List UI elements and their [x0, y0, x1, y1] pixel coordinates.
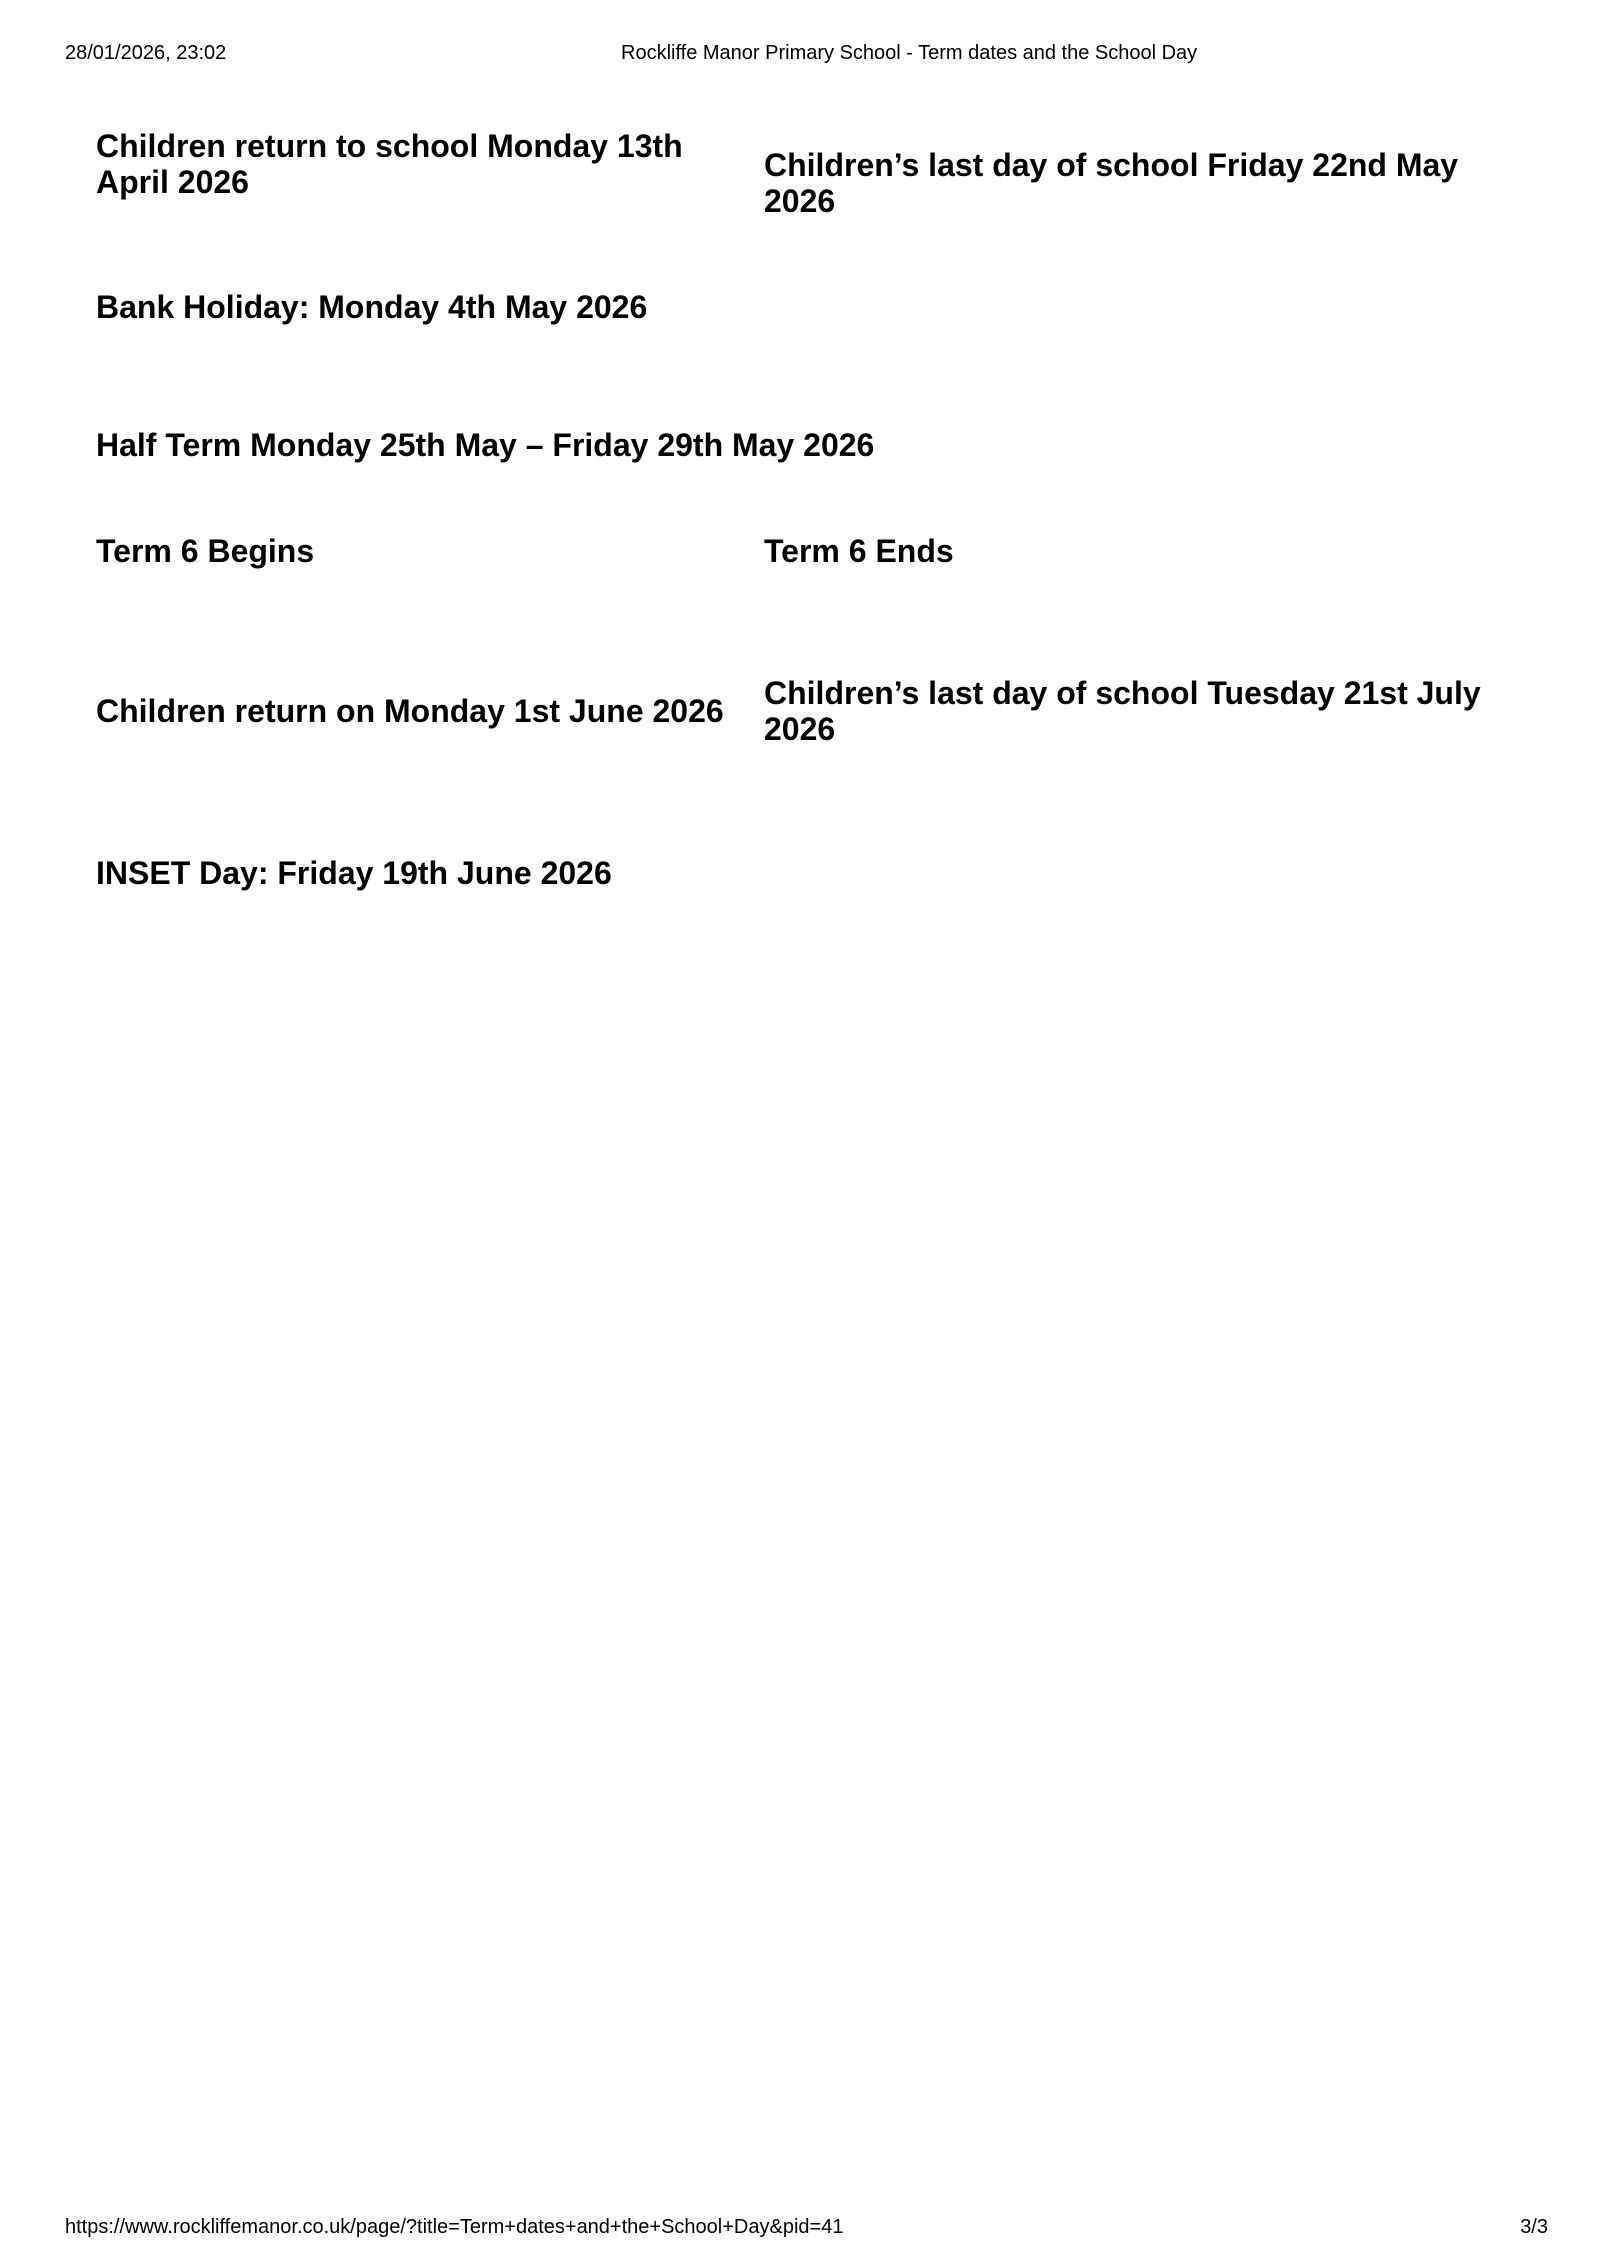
- inset-day: INSET Day: Friday 19th June 2026: [96, 855, 612, 891]
- term6-ends-heading: Term 6 Ends: [764, 533, 954, 569]
- term6-begins-heading: Term 6 Begins: [96, 533, 315, 569]
- print-datetime: 28/01/2026, 23:02: [65, 42, 227, 64]
- page-url: https://www.rockliffemanor.co.uk/page/?title=Term+dates+and+the+School+Day&pid=41: [65, 2216, 844, 2238]
- bank-holiday: Bank Holiday: Monday 4th May 2026: [96, 289, 648, 325]
- term5-return-date: Children return to school Monday 13th April 2026: [96, 128, 683, 200]
- term6-return-date: Children return on Monday 1st June 2026: [96, 693, 724, 729]
- term6-last-day: Children’s last day of school Tuesday 21st July 2026: [764, 675, 1481, 747]
- print-page-title: Rockliffe Manor Primary School - Term dates and the School Day: [621, 42, 1198, 64]
- half-term: Half Term Monday 25th May – Friday 29th May 2026: [96, 427, 875, 463]
- page-number: 3/3: [1520, 2216, 1548, 2238]
- term5-last-day: Children’s last day of school Friday 22nd May 2026: [764, 147, 1459, 219]
